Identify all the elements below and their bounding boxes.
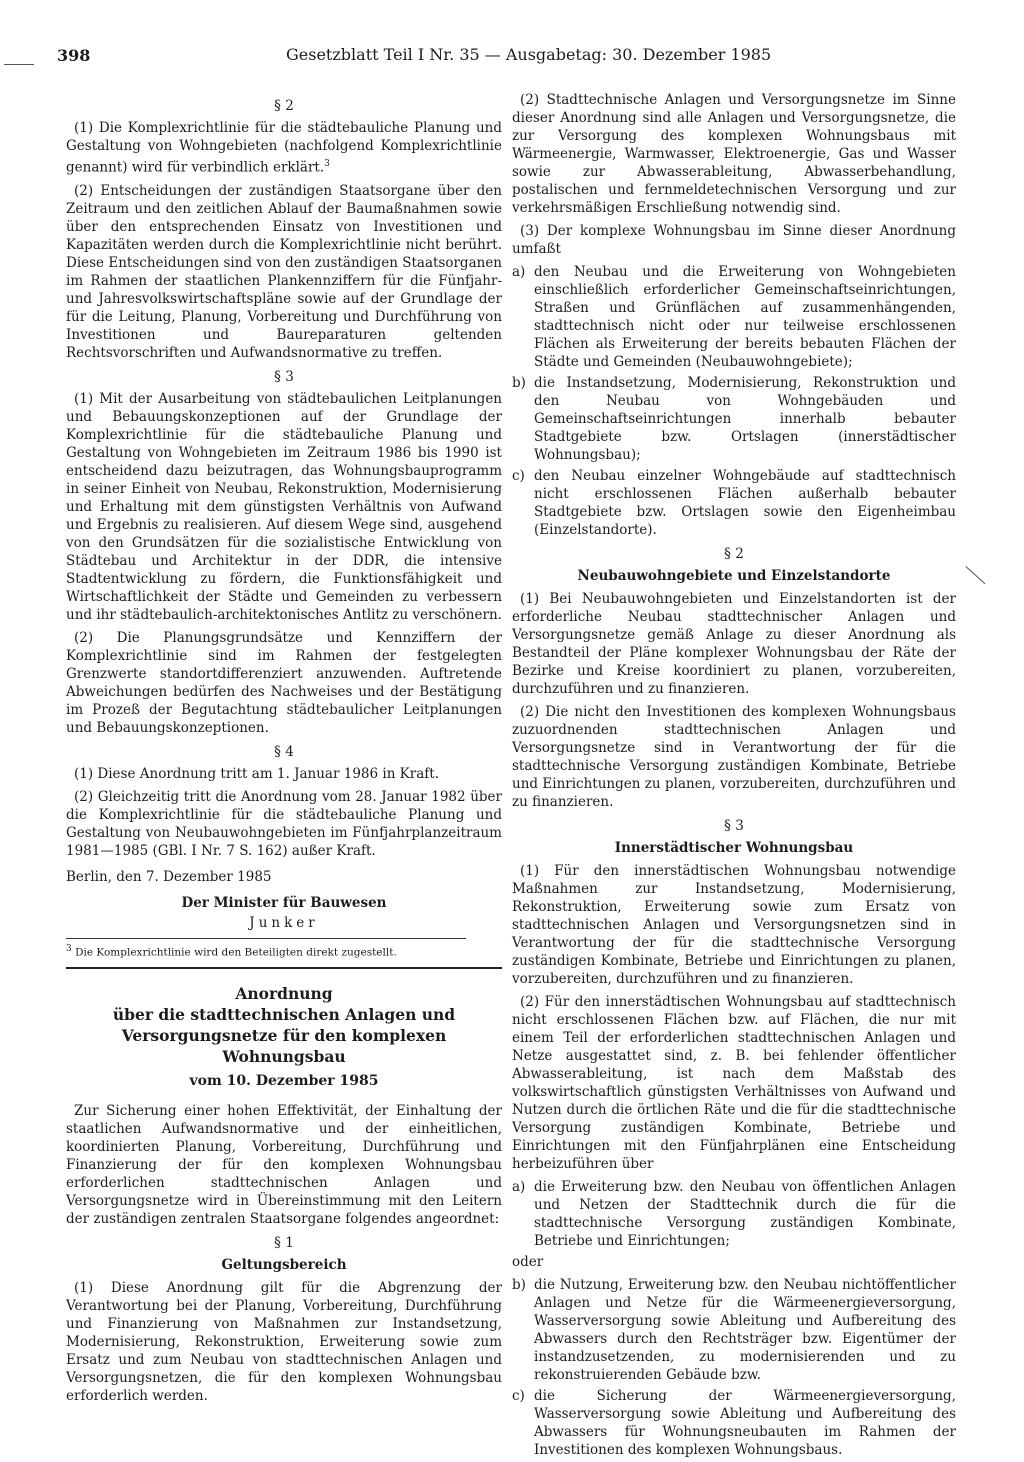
- footnote: 3 Die Komplexrichtlinie wird den Beteiligten direkt zugestellt.: [66, 943, 397, 958]
- preamble: Zur Sicherung einer hohen Effektivität, der Einhaltung der staatlichen Aufwandsnormative und der einheitlichen, koordinierten Planung, Vorbereitung, Durchführung und Finanzierung der für den komplexen Wohnungsbau erforderlichen stadttechnischen Anlagen und Versorgungsnetze wird in Übereinstimmung mit den Leitern der zuständigen zentralen Staatsorgane folgendes angeordnet:: [66, 1103, 502, 1227]
- ordinance-date: vom 10. Dezember 1985: [189, 1073, 379, 1089]
- section-2-paragraph-1: (1) Die Komplexrichtlinie für die städtebauliche Planung und Gestaltung von Wohngebieten (nachfolgend Komplexrichtlinie genannt) wird für verbindlich erklärt.$^3$: [66, 120, 502, 176]
- ordinance-section-2-title: § 2: [724, 546, 744, 562]
- left-column: [66, 91, 502, 1410]
- ordinance-section-3-title: § 3: [724, 818, 744, 834]
- page-number: 398: [57, 46, 91, 65]
- section-2-title: § 2: [274, 98, 294, 114]
- list-item: c) die Sicherung der Wärmeenergieversorgung, Wasserversorgung sowie Ableitung und Aufbereitung des Abwassers für Wohnungsneubauten im Rahmen der Investitionen des komplexen Wohnungsbaus.: [512, 1388, 956, 1458]
- place-date: Berlin, den 7. Dezember 1985: [66, 868, 272, 885]
- list-item: b) die Nutzung, Erweiterung bzw. den Neubau nichtöffentlicher Anlagen und Netze für die Wärmeenergieversorgung, Wasserversorgung sowie Ableitung und Aufbereitung des Abwassers durch den Rechtsträger bzw. Eigentümer der instandzusetzenden, zu modernisierenden und zu rekonstruierenden Gebäude bzw.: [512, 1277, 956, 1383]
- section-4-title: § 4: [274, 743, 294, 760]
- margin-mark-right: [965, 566, 985, 584]
- margin-mark-left: [4, 64, 34, 65]
- section-4-paragraph-2: (2) Gleichzeitig tritt die Anordnung vom 28. Januar 1982 über die Komplexrichtlinie für die städtebauliche Planung und Gestaltung von Neubauwohngebieten im Fünfjahrplanzeitraum 1981—1985 (GBl. I Nr. 7 S. 162) außer Kraft.: [66, 788, 502, 859]
- ordinance-section-2-subtitle: Neubauwohngebiete und Einzelstandorte: [577, 568, 891, 584]
- right-column: [512, 91, 956, 1462]
- footnote-reference: 3: [324, 159, 330, 169]
- footnote-mark: 3: [66, 943, 72, 954]
- ordinance-heading-line-2: über die stadttechnischen Anlagen und: [112, 1005, 456, 1024]
- oder-connector: oder: [512, 1254, 544, 1270]
- ordinance-section-1-subtitle: Geltungsbereich: [221, 1257, 347, 1273]
- ordinance-section-3-subtitle: Innerstädtischer Wohnungsbau: [614, 840, 854, 856]
- ordinance-heading-line-1: Anordnung: [235, 984, 333, 1003]
- divider: [66, 967, 502, 969]
- list-item: b) die Instandsetzung, Modernisierung, Rekonstruktion und den Neubau von Wohngebäuden und Gemeinschaftseinrichtungen innerhalb bebauter Stadtgebiete bzw. Ortslagen (innerstädtischer Wohnungsbau);: [512, 375, 956, 463]
- signer-title: Der Minister für Bauwesen: [181, 894, 387, 911]
- ordinance-section-1-title: § 1: [274, 1235, 294, 1251]
- section-3-title: § 3: [274, 368, 294, 385]
- ordinance-section-2-paragraph-2: (2) Die nicht den Investitionen des komplexen Wohnungsbaus zuzuordnenden stadttechnischen Anlagen und Versorgungsnetze sind in Verantwortung der für die stadttechnische Versorgung zuständigen Kombinate, Betriebe und Einrichtungen zu planen, vorzubereiten, durchzuführen und zu finanzieren.: [512, 704, 956, 810]
- footnote-rule: [66, 938, 466, 939]
- section-3-paragraph-2: (2) Die Planungsgrundsätze und Kennziffern der Komplexrichtlinie sind im Rahmen der festgelegten Grenzwerte standortdifferenziert anzuwenden. Auftretende Abweichungen bedürfen des Nachweises und der Bestätigung im Prozeß der Begutachtung städtebaulicher Leitplanungen und Bebauungskonzeptionen.: [66, 629, 502, 736]
- ordinance-section-3-paragraph-1: (1) Für den innerstädtischen Wohnungsbau notwendige Maßnahmen zur Instandsetzung, Modernisierung, Rekonstruktion, Erweiterung sowie zum Ersatz von stadttechnischen Anlagen und Versorgungsnetzen sind in Verantwortung der für die stadttechnische Versorgung zuständigen Kombinate, Betriebe und Einrichtungen zu planen, vorzubereiten, durchzuführen und zu finanzieren.: [512, 863, 956, 987]
- section-1-paragraph-2: (2) Stadttechnische Anlagen und Versorgungsnetze im Sinne dieser Anordnung sind alle Anlagen und Versorgungsnetze, die zur Versorgung des komplexen Wohnungsbaus mit Wärmeenergie, Warmwasser, Elektroenergie, Gas und Wasser sowie zur Abwasserableitung, Abwasserbehandlung, postalischen und fernmeldetechnischen Versorgung und zur verkehrsmäßigen Erschließung notwendig sind.: [512, 92, 956, 216]
- running-header: Gesetzblatt Teil I Nr. 35 — Ausgabetag: 30. Dezember 1985: [286, 45, 772, 64]
- section-1-paragraph-3: (3) Der komplexe Wohnungsbau im Sinne dieser Anordnung umfaßt: [512, 223, 956, 257]
- section-3-paragraph-1: (1) Mit der Ausarbeitung von städtebaulichen Leitplanungen und Bebauungskonzeptionen auf der Grundlage der Komplexrichtlinie für die städtebauliche Planung und Gestaltung von Wohngebieten im Zeitraum 1986 bis 1990 ist entscheidend dazu beizutragen, das Wohnungsbauprogramm in seiner Einheit von Neubau, Rekonstruktion, Modernisierung und Erhaltung mit dem günstigsten Verhältnis von Aufwand und Ergebnis zu realisieren. Auf diesem Wege sind, ausgehend von den Grundsätzen für die sozialistische Entwicklung von Städtebau und Architektur in der DDR, die intensive Stadtentwicklung zu fördern, die Funktionsfähigkeit und Wirtschaftlichkeit der Städte und Gemeinden zu verbessern und ihr städtebaulich-architektonisches Antlitz zu verschönern.: [66, 390, 502, 623]
- section-2-paragraph-2: (2) Entscheidungen der zuständigen Staatsorgane über den Zeitraum und den zeitlichen Ablauf der Baumaßnahmen sowie über den entsprechenden Einsatz von Investitionen und Kapazitäten werden durch die Komplexrichtlinie nicht berührt. Diese Entscheidungen sind von den zuständigen Staatsorganen im Rahmen der staatlichen Plankennziffern für die Fünfjahr- und Jahresvolkswirtschaftspläne sowie auf der Grundlage der für die Leitung, Planung, Vorbereitung und Durchführung von Investitionen und Baureparaturen geltenden Rechtsvorschriften und Aufwandsnormative zu treffen.: [66, 182, 502, 361]
- ordinance-section-2-paragraph-1: (1) Bei Neubauwohngebieten und Einzelstandorten ist der erforderliche Neubau stadttechnischer Anlagen und Versorgungsnetze gemäß Anlage zu dieser Anordnung als Bestandteil der Pläne komplexer Wohnungsbau der Räte der Bezirke und Kreise koordiniert zu planen, vorzubereiten, durchzuführen und zu finanzieren.: [512, 591, 956, 697]
- ordinance-heading-line-3: Versorgungsnetze für den komplexen Wohnungsbau: [121, 1026, 447, 1066]
- ordinance-section-1-paragraph-1: (1) Diese Anordnung gilt für die Abgrenzung der Verantwortung bei der Planung, Vorbereitung, Durchführung und Finanzierung von Maßnahmen zur Instandsetzung, Modernisierung, Rekonstruktion, Erweiterung sowie zum Ersatz und zum Neubau von stadttechnischen Anlagen und Versorgungsnetzen, die für den komplexen Wohnungsbau erforderlich werden.: [66, 1280, 502, 1404]
- signer-name: Junker: [249, 914, 319, 931]
- ordinance-section-3-paragraph-2: (2) Für den innerstädtischen Wohnungsbau auf stadttechnisch nicht erschlossenen Flächen bzw. auf Flächen, die nur mit einem Teil der erforderlichen stadttechnischen Anlagen und Netze ausgestattet sind, z. B. bei fehlender öffentlicher Abwasserableitung, ist nach dem Maßstab des volkswirtschaftlich günstigsten Verhältnisses von Aufwand und Nutzen durch die örtlichen Räte und die für die stadttechnische Versorgung zuständigen Kombinate, Betriebe und Einrichtungen mit den Fünfjahrplänen eine Entscheidung herbeizuführen über: [512, 994, 956, 1172]
- section-4-paragraph-1: (1) Diese Anordnung tritt am 1. Januar 1986 in Kraft.: [74, 765, 439, 782]
- list-item: a) den Neubau und die Erweiterung von Wohngebieten einschließlich erforderlicher Gemeinschaftseinrichtungen, Straßen und Grünflächen auf zusammenhängenden, stadttechnisch nicht oder nur teilweise erschlossenen Flächen als Erweiterung der bereits bebauten Flächen der Städte und Gemeinden (Neubauwohngebiete);: [512, 264, 956, 370]
- list-item: a) die Erweiterung bzw. den Neubau von öffentlichen Anlagen und Netzen der Stadttechnik durch die für die stadttechnische Versorgung zuständigen Kombinate, Betriebe und Einrichtungen;: [512, 1179, 956, 1249]
- list-item: c) den Neubau einzelner Wohngebäude auf stadttechnisch nicht erschlossenen Flächen außerhalb bebauter Stadtgebiete bzw. Ortslagen sowie den Eigenheimbau (Einzelstandorte).: [512, 468, 956, 538]
